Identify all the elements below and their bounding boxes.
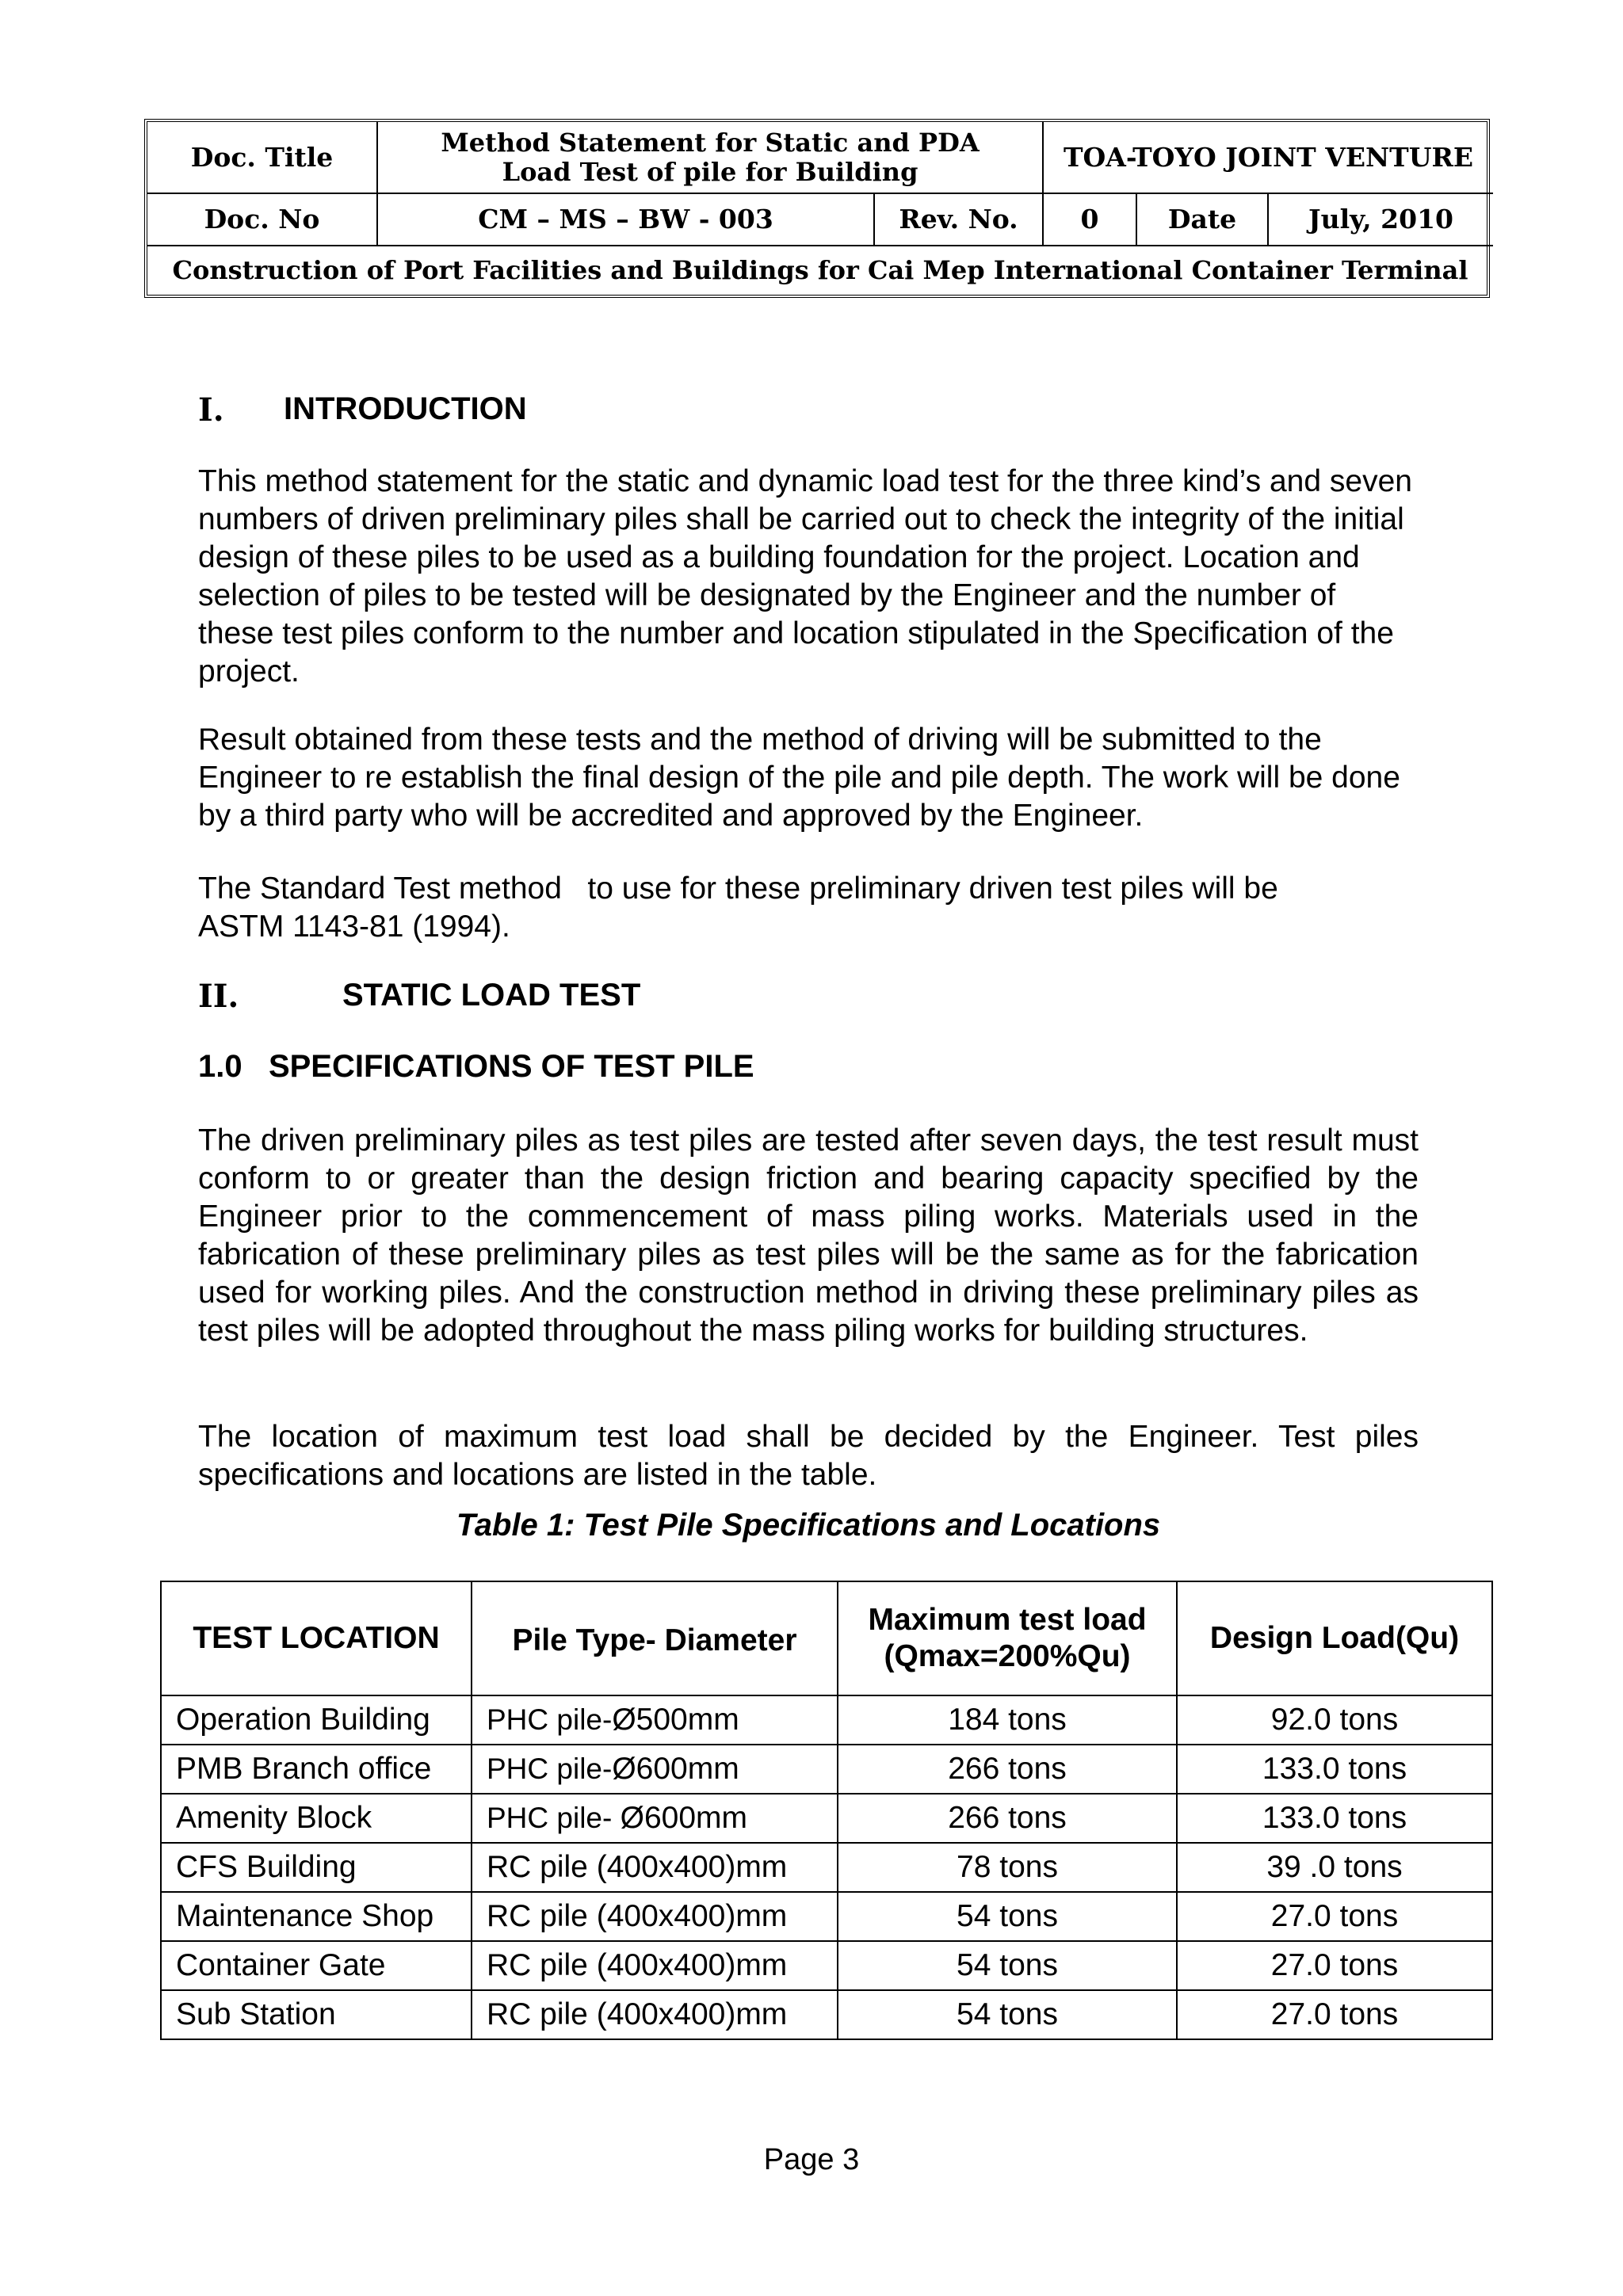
section-2-title: STATIC LOAD TEST (342, 978, 641, 1013)
row-pile-type (472, 1941, 838, 1990)
intro-paragraph-2: Result obtained from these tests and the method of driving will be submitted to the Engineer to re establish the final design of the pile and pile depth. The work will be done by a third party who will be accredited and approved by the Engineer. (198, 723, 1400, 833)
col-header-max-load-line-1: Maximum test load (868, 1603, 1147, 1637)
table-row (161, 1843, 1492, 1892)
pile-size: Ø600mm (612, 1752, 739, 1786)
section-2-numeral: II. (198, 978, 239, 1015)
section-1-title: INTRODUCTION (284, 391, 527, 426)
rev-no-value: 0 (1043, 193, 1136, 246)
pile-spec-table (160, 1581, 1493, 2040)
date-label: Date (1136, 193, 1268, 246)
row-pile-type (472, 1745, 838, 1794)
intro-paragraph-1: This method statement for the static and dynamic load test for the three kind’s and seven numbers of driven preliminary piles shall be carried out to check the integrity of the initial design of these piles to be used as a building foundation for the project. Location and selection of piles to be tested will be designated by the Engineer and the number of these test piles conform to the number and location stipulated in the Specification of the project. (198, 464, 1412, 688)
row-max-load: 54 tons (838, 1941, 1177, 1990)
row-pile-type (472, 1695, 838, 1745)
rev-no-label: Rev. No. (874, 193, 1043, 246)
pile-size: RC pile (400x400)mm (487, 1948, 788, 1982)
company-name: TOA-TOYO JOINT VENTURE (1043, 122, 1493, 193)
project-name: Construction of Port Facilities and Buildings for Cai Mep International Container Terminal (147, 246, 1493, 295)
row-pile-type (472, 1794, 838, 1843)
subsection-1-title: 1.0 SPECIFICATIONS OF TEST PILE (198, 1049, 754, 1084)
row-max-load: 266 tons (838, 1794, 1177, 1843)
row-location: Container Gate (161, 1941, 472, 1990)
row-design-load: 39 .0 tons (1177, 1843, 1492, 1892)
col-header-max-load (838, 1581, 1177, 1695)
row-design-load: 133.0 tons (1177, 1794, 1492, 1843)
spec-paragraph-1: The driven preliminary piles as test piles are tested after seven days, the test result must conform to or greater than the design friction and bearing capacity specified by the Engineer prior to the commencement of mass piling works. Materials used in the fabrication of these preliminary piles as test piles will be the same as for the fabrication used for working piles. And the construction method in driving these preliminary piles as test piles will be adopted throughout the mass piling works for building structures. (198, 1123, 1419, 1348)
row-max-load: 266 tons (838, 1745, 1177, 1794)
row-location: PMB Branch office (161, 1745, 472, 1794)
doc-no-label: Doc. No (147, 193, 377, 246)
pile-size: RC pile (400x400)mm (487, 1899, 788, 1933)
row-max-load: 54 tons (838, 1990, 1177, 2039)
page-number: Page 3 (763, 2143, 860, 2176)
table-row (161, 1990, 1492, 2039)
row-pile-type (472, 1843, 838, 1892)
doc-title-label: Doc. Title (147, 122, 377, 193)
pile-size: RC pile (400x400)mm (487, 1997, 788, 2031)
table-row (161, 1695, 1492, 1745)
pile-size: RC pile (400x400)mm (487, 1850, 788, 1884)
row-design-load: 92.0 tons (1177, 1695, 1492, 1745)
col-header-pile-type: Pile Type- Diameter (472, 1581, 838, 1695)
table-row (161, 1794, 1492, 1843)
intro-paragraph-3-line-2: ASTM 1143-81 (1994). (198, 910, 510, 944)
pile-prefix: PHC pile- (487, 1753, 613, 1785)
row-location: Sub Station (161, 1990, 472, 2039)
date-value: July, 2010 (1268, 193, 1493, 246)
col-header-location: TEST LOCATION (161, 1581, 472, 1695)
row-location: CFS Building (161, 1843, 472, 1892)
row-max-load: 54 tons (838, 1892, 1177, 1941)
table-row (161, 1745, 1492, 1794)
pile-size: Ø600mm (620, 1801, 747, 1835)
doc-title (377, 122, 1043, 193)
row-location: Operation Building (161, 1695, 472, 1745)
row-max-load: 78 tons (838, 1843, 1177, 1892)
document-header (144, 119, 1490, 298)
row-location: Maintenance Shop (161, 1892, 472, 1941)
spec-paragraph-2: The location of maximum test load shall be decided by the Engineer. Test piles specifications and locations are listed in the table. (198, 1420, 1419, 1492)
row-design-load: 27.0 tons (1177, 1990, 1492, 2039)
row-pile-type (472, 1990, 838, 2039)
row-design-load: 27.0 tons (1177, 1892, 1492, 1941)
pile-prefix: PHC pile- (487, 1703, 613, 1736)
table-caption: Table 1: Test Pile Specifications and Locations (456, 1508, 1161, 1543)
pile-size: Ø500mm (612, 1703, 739, 1737)
col-header-max-load-line-2: (Qmax=200%Qu) (884, 1639, 1131, 1673)
doc-no-value: CM – MS – BW - 003 (377, 193, 874, 246)
row-design-load: 27.0 tons (1177, 1941, 1492, 1990)
row-max-load: 184 tons (838, 1695, 1177, 1745)
table-row (161, 1892, 1492, 1941)
row-pile-type (472, 1892, 838, 1941)
doc-title-line-1: Method Statement for Static and PDA (441, 127, 980, 158)
col-header-design-load: Design Load(Qu) (1177, 1581, 1492, 1695)
table-row (161, 1941, 1492, 1990)
intro-paragraph-3-line-1: The Standard Test method to use for these preliminary driven test piles will be (198, 871, 1278, 906)
doc-title-line-2: Load Test of pile for Building (502, 156, 918, 187)
row-design-load: 133.0 tons (1177, 1745, 1492, 1794)
intro-paragraph-3 (198, 870, 1419, 946)
row-location: Amenity Block (161, 1794, 472, 1843)
section-1-numeral: I. (198, 391, 224, 429)
pile-prefix: PHC pile- (487, 1802, 621, 1834)
